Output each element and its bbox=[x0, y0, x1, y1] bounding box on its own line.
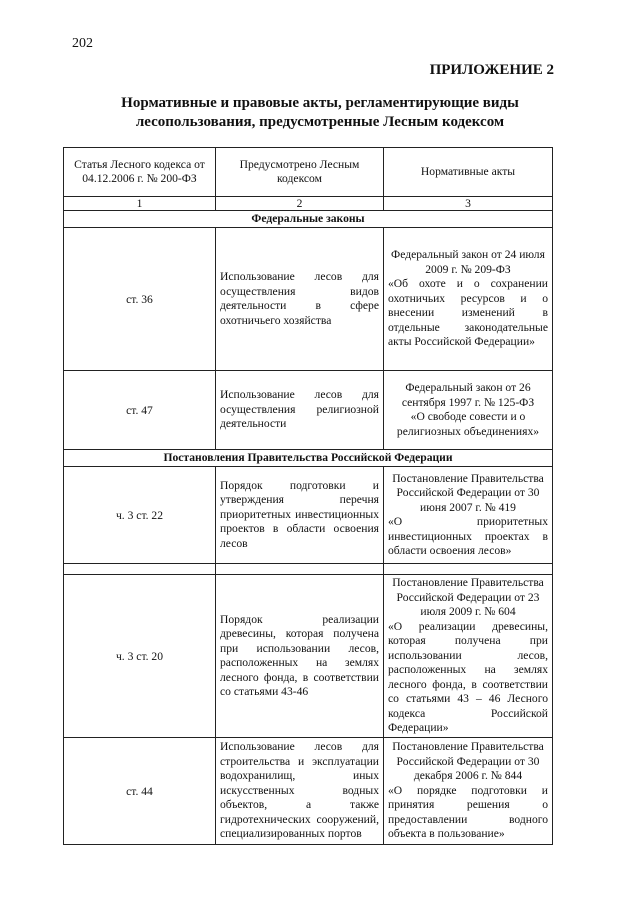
article-cell: ст. 44 bbox=[64, 738, 216, 845]
section-title: Постановления Правительства Российской Федерации bbox=[64, 450, 553, 467]
act-cell bbox=[384, 738, 553, 845]
purpose-cell: Использование лесов для осуществления видов деятельности в сфере охотничьего хозяйства bbox=[216, 228, 384, 371]
article-cell: ст. 36 bbox=[64, 228, 216, 371]
column-number: 1 bbox=[64, 197, 216, 211]
table-row bbox=[64, 575, 553, 738]
document-title bbox=[90, 94, 550, 132]
column-number: 3 bbox=[384, 197, 553, 211]
act-body: «Об охоте и о сохранении охотничьих ресурсов и о внесении изменений в отдельные законодательные акты Российской Федерации» bbox=[388, 277, 548, 349]
appendix-title: ПРИЛОЖЕНИЕ 2 bbox=[429, 62, 554, 78]
table-row bbox=[64, 738, 553, 845]
purpose-cell: Порядок реализации древесины, которая получена при использовании лесов, расположенных на землях лесного фонда, в соответствии со статьями 43-46 bbox=[216, 575, 384, 738]
article-cell: ч. 3 ст. 22 bbox=[64, 467, 216, 564]
page-number: 202 bbox=[72, 36, 93, 51]
act-cell bbox=[384, 228, 553, 371]
empty-cell bbox=[64, 564, 216, 575]
empty-cell bbox=[384, 564, 553, 575]
table-row bbox=[64, 371, 553, 450]
act-cell bbox=[384, 467, 553, 564]
act-body: «О приоритетных инвестиционных проектах в области освоения лесов» bbox=[388, 515, 548, 557]
document-title-line-2: лесопользования, предусмотренные Лесным кодексом bbox=[135, 114, 505, 130]
act-title: Федеральный закон от 26 сентября 1997 г. № 125-ФЗ bbox=[401, 381, 535, 409]
section-row-federal-laws bbox=[64, 211, 553, 228]
table-row bbox=[64, 228, 553, 371]
table-header-row bbox=[64, 148, 553, 197]
document-title-line-1: Нормативные и правовые акты, регламентирующие виды bbox=[121, 95, 519, 111]
section-row-government-resolutions bbox=[64, 450, 553, 467]
act-title: Федеральный закон от 24 июля 2009 г. № 209-ФЗ bbox=[391, 248, 545, 276]
header-acts: Нормативные акты bbox=[384, 148, 553, 197]
article-cell: ч. 3 ст. 20 bbox=[64, 575, 216, 738]
purpose-cell: Порядок подготовки и утверждения перечня приоритетных инвестиционных проектов в области освоения лесов bbox=[216, 467, 384, 564]
act-body: «О порядке подготовки и принятия решения о предоставлении водного объекта в пользование» bbox=[388, 783, 548, 841]
header-article: Статья Лесного кодекса от 04.12.2006 г. № 200-ФЗ bbox=[64, 148, 216, 197]
regulatory-acts-table bbox=[63, 147, 553, 845]
act-title: Постановление Правительства Российской Федерации от 23 июля 2009 г. № 604 bbox=[392, 576, 544, 619]
header-provided: Предусмотрено Лесным кодексом bbox=[216, 148, 384, 197]
act-body: «О свободе совести и о религиозных объединениях» bbox=[396, 410, 540, 438]
act-cell bbox=[384, 371, 553, 450]
column-number: 2 bbox=[216, 197, 384, 211]
spacer-row bbox=[64, 564, 553, 575]
column-number-row bbox=[64, 197, 553, 211]
purpose-cell: Использование лесов для осуществления религиозной деятельности bbox=[216, 371, 384, 450]
section-title: Федеральные законы bbox=[64, 211, 553, 228]
article-cell: ст. 47 bbox=[64, 371, 216, 450]
table-row bbox=[64, 467, 553, 564]
act-title: Постановление Правительства Российской Федерации от 30 декабря 2006 г. № 844 bbox=[392, 740, 544, 783]
empty-cell bbox=[216, 564, 384, 575]
act-cell bbox=[384, 575, 553, 738]
act-title: Постановление Правительства Российской Федерации от 30 июня 2007 г. № 419 bbox=[392, 471, 544, 514]
act-body: «О реализации древесины, которая получена при использовании лесов, расположенных на землях лесного фонда, в соответствии со статьями 43 – 46 Лесного кодекса Российской Федерации» bbox=[388, 619, 548, 735]
purpose-cell: Использование лесов для строительства и эксплуатации водохранилищ, иных искусственных водных объектов, а также гидротехнических сооружений, специализированных портов bbox=[216, 738, 384, 845]
